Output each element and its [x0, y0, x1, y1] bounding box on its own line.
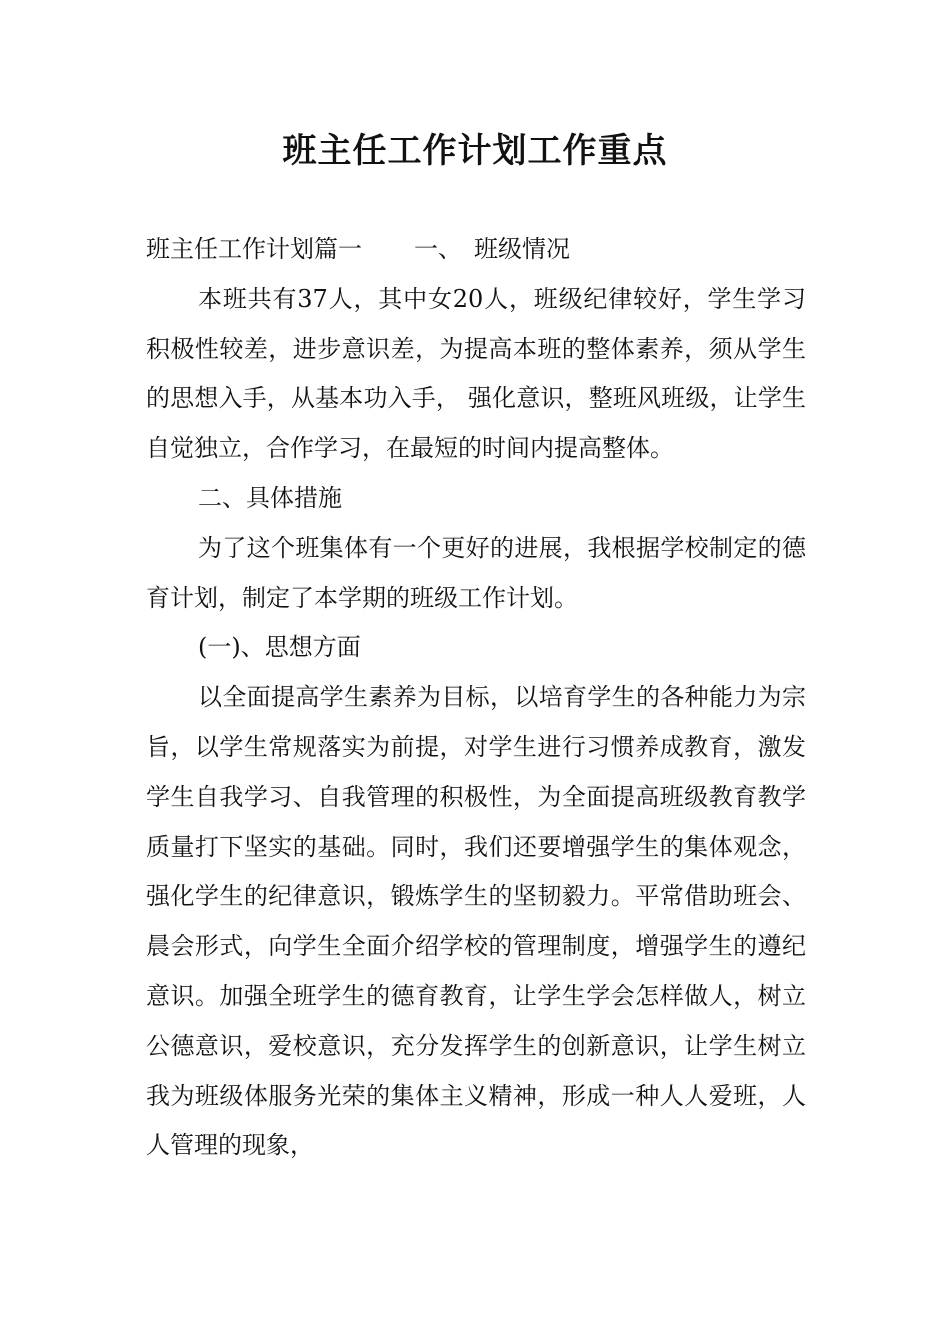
heading-thought-aspect: (一)、思想方面 — [198, 633, 361, 662]
heading-specific-measures: 二、具体措施 — [198, 483, 342, 512]
section-label: 班主任工作计划篇一 — [146, 235, 362, 263]
paragraph-thought-details: 以全面提高学生素养为目标，以培育学生的各种能力为宗旨，以学生常规落实为前提，对学生进行习惯养成教育，激发学生自我学习、自我管理的积极性，为全面提高班级教育教学质量打下坚实的基础。同时，我们还要增强学生的集体观念，强化学生的纪律意识，锻炼学生的坚韧毅力。平常借助班会、晨会形式，向学生全面介绍学校的管理制度，增强学生的遵纪意识。加强全班学生的德育教育，让学生学会怎样做人，树立公德意识，爱校意识，充分发挥学生的创新意识，让学生树立我为班级体服务光荣的集体主义精神，形成一种人人爱班，人人管理的现象， — [146, 683, 806, 1160]
document-body — [146, 225, 806, 1171]
paragraph-plan-intro: 为了这个班集体有一个更好的进展，我根据学校制定的德育计划，制定了本学期的班级工作计划。 — [146, 533, 806, 612]
paragraph-class-situation: 本班共有37人，其中女20人，班级纪律较好，学生学习积极性较差，进步意识差，为提高本班的整体素养，须从学生的思想入手，从基本功入手， 强化意识，整班风班级，让学生自觉独立，合作学习，在最短的时间内提高整体。 — [146, 284, 806, 463]
section-heading-line — [146, 225, 806, 275]
document-title: 班主任工作计划工作重点 — [282, 131, 668, 171]
section-one-heading: 一、 班级情况 — [414, 235, 570, 263]
